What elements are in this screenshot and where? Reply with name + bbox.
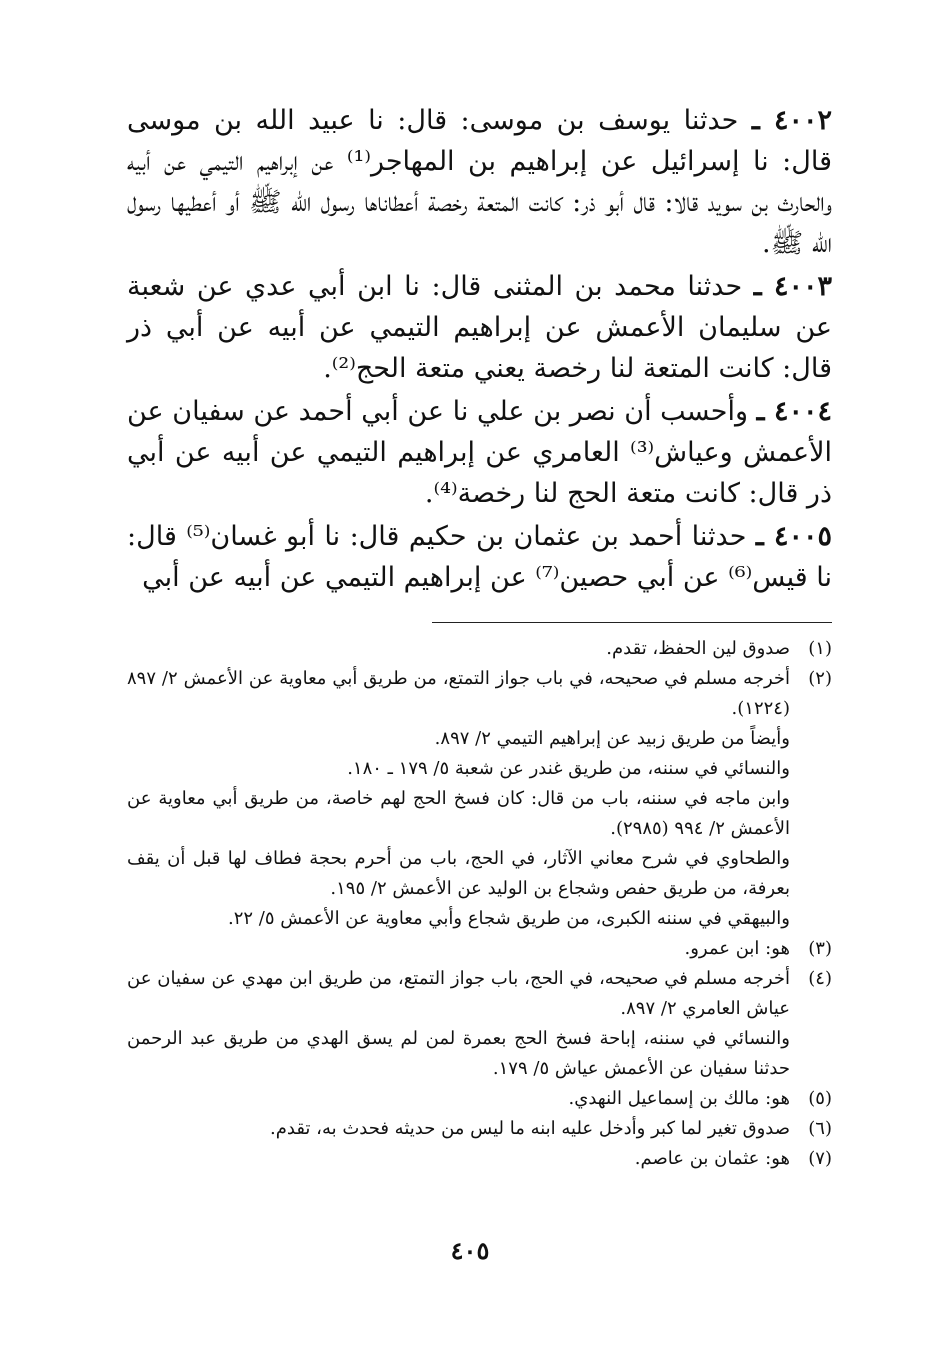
main-text bbox=[127, 100, 832, 600]
hadith-4002 bbox=[127, 100, 832, 264]
hadith-4003 bbox=[127, 266, 832, 389]
footnote-line: وأيضاً من طريق زبيد عن إبراهيم التيمي ٢/ ٨٩٧. bbox=[434, 728, 790, 749]
footnote-2 bbox=[127, 664, 832, 934]
footnote-line: والنسائي في سننه، من طريق غندر عن شعبة ٥/ ١٧٩ ـ ١٨٠. bbox=[347, 758, 790, 779]
footnote-line: أخرجه مسلم في صحيحه، في باب جواز التمتع، من طريق أبي معاوية عن الأعمش ٢/ ٨٩٧ (١٢٢٤). bbox=[127, 668, 791, 719]
footnote-number: (٢) bbox=[808, 668, 832, 689]
footnote-5 bbox=[127, 1084, 832, 1114]
footnote-line: والنسائي في سننه، إباحة فسخ الحج بعمرة لمن لم يسق الهدي من طريق عبد الرحمن حدثنا سفيان عن الأعمش عياش ٥/ ١٧٩. bbox=[127, 1028, 790, 1079]
footnote-number: (٣) bbox=[808, 938, 832, 959]
hadith-number: ٤٠٠٢ ـ bbox=[751, 105, 832, 136]
footnote-number: (٥) bbox=[808, 1088, 832, 1109]
footnote-number: (١) bbox=[808, 638, 832, 659]
footnote-number: (٤) bbox=[808, 968, 832, 989]
footnote-line: وابن ماجه في سننه، باب من قال: كان فسخ الحج لهم خاصة، من طريق أبي معاوية عن الأعمش ٢/ ٩٩٤ (٢٩٨٥). bbox=[127, 788, 790, 839]
footnote-line: صدوق تغير لما كبر وأدخل عليه ابنه ما ليس من حديثه فحدث به، تقدم. bbox=[270, 1118, 790, 1139]
footnote-7 bbox=[127, 1144, 832, 1174]
hadith-4005 bbox=[127, 516, 832, 598]
hadith-number: ٤٠٠٣ ـ bbox=[753, 271, 833, 302]
hadith-4004 bbox=[127, 391, 832, 514]
footnote-1 bbox=[127, 634, 832, 664]
footnotes bbox=[127, 634, 832, 1174]
page-number: ٤٠٥ bbox=[450, 1236, 490, 1265]
footnote-line: أخرجه مسلم في صحيحه، في الحج، باب جواز التمتع، من طريق ابن مهدي عن سفيان عن عياش العامري ٢/ ٨٩٧. bbox=[127, 968, 790, 1019]
footnote-number: (٦) bbox=[808, 1118, 832, 1139]
footnote-line: هو: مالك بن إسماعيل النهدي. bbox=[568, 1088, 790, 1109]
footnote-4 bbox=[127, 964, 832, 1084]
footnote-6 bbox=[127, 1114, 832, 1144]
footnote-line: والبيهقي في سننه الكبرى، من طريق شجاع وأبي معاوية عن الأعمش ٥/ ٢٢. bbox=[227, 908, 790, 929]
hadith-number: ٤٠٠٥ ـ bbox=[755, 521, 833, 552]
hadith-text: حدثنا يوسف بن موسى: قال: نا عبيد الله بن موسى قال: نا إسرائيل عن إبراهيم بن المهاجر⁽¹⁾ عن إبراهيم التيمي عن أبيه والحارث بن سويد قالا: قال أبو ذر: كانت المتعة رخصة أعطاناها رسول الله ﷺ أو أعطيها رسول الله ﷺ. bbox=[127, 105, 832, 259]
hadith-text: وأحسب أن نصر بن علي نا عن أبي أحمد عن سفيان عن الأعمش وعياش⁽³⁾ العامري عن إبراهيم التيمي عن أبيه عن أبي ذر قال: كانت متعة الحج لنا رخصة⁽⁴⁾. bbox=[127, 396, 832, 509]
hadith-number: ٤٠٠٤ ـ bbox=[756, 396, 832, 427]
footnote-line: هو: عثمان بن عاصم. bbox=[634, 1148, 790, 1169]
footnote-divider bbox=[432, 622, 832, 623]
hadith-text: حدثنا أحمد بن عثمان بن حكيم قال: نا أبو غسان⁽⁵⁾ قال: نا قيس⁽⁶⁾ عن أبي حصين⁽⁷⁾ عن إبراهيم التيمي عن أبيه عن أبي bbox=[127, 521, 832, 593]
hadith-text: حدثنا محمد بن المثنى قال: نا ابن أبي عدي عن شعبة عن سليمان الأعمش عن إبراهيم التيمي عن أبيه عن أبي ذر قال: كانت المتعة لنا رخصة يعني متعة الحج⁽²⁾. bbox=[127, 271, 832, 384]
footnote-3 bbox=[127, 934, 832, 964]
footnote-line: هو: ابن عمرو. bbox=[684, 938, 790, 959]
footnote-line: والطحاوي في شرح معاني الآثار، في الحج، باب من أحرم بحجة فطاف لها قبل أن يقف بعرفة، من طريق حفص وشجاع بن الوليد عن الأعمش ٢/ ١٩٥. bbox=[127, 848, 790, 899]
footnote-line: صدوق لين الحفظ، تقدم. bbox=[606, 638, 790, 659]
footnote-number: (٧) bbox=[808, 1148, 832, 1169]
